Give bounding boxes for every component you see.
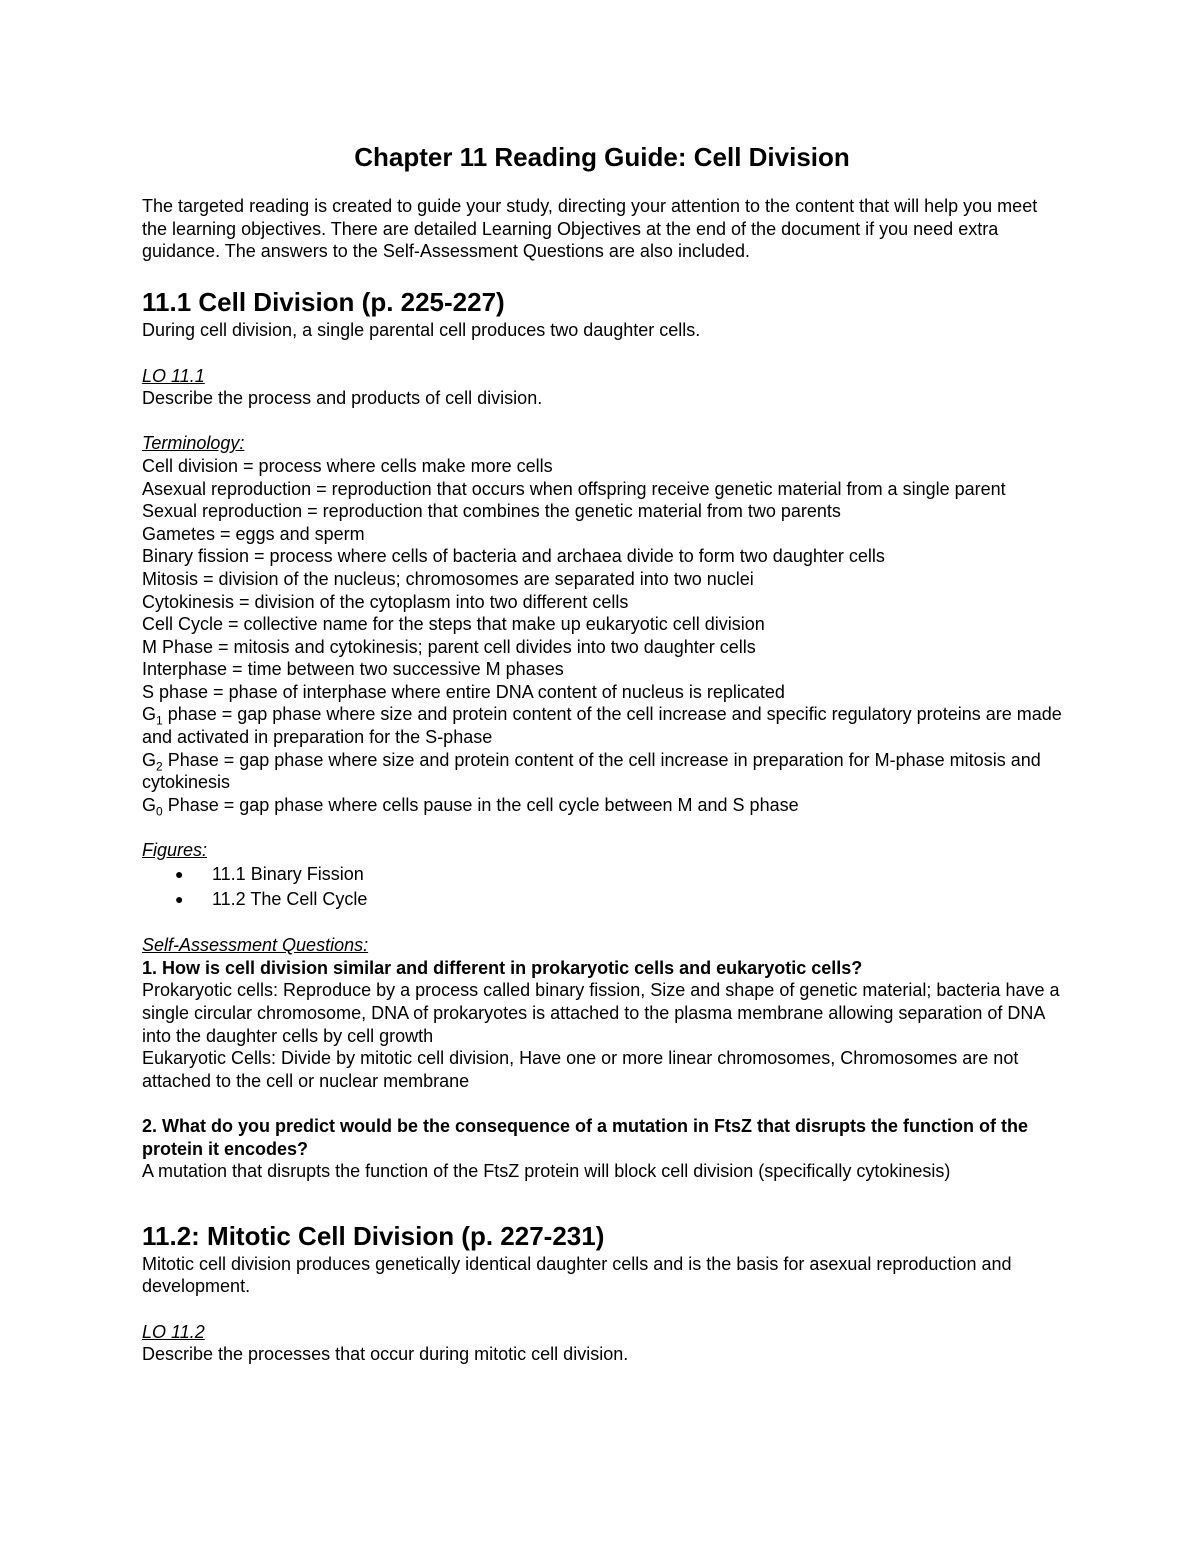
- section-heading-11-1: 11.1 Cell Division (p. 225-227): [142, 287, 505, 318]
- self-assessment-label: Self-Assessment Questions:: [142, 935, 369, 956]
- term-item-g2: [142, 749, 1062, 794]
- lo-text-11-1: Describe the process and products of cell division.: [142, 388, 543, 409]
- g2-subscript: 2: [156, 759, 163, 774]
- term-item: Interphase = time between two successive M phases: [142, 659, 564, 680]
- term-item: Gametes = eggs and sperm: [142, 523, 365, 544]
- lo-label-11-2: LO 11.2: [142, 1321, 205, 1342]
- figure-item: [142, 887, 1062, 912]
- terminology-label: Terminology:: [142, 433, 245, 454]
- term-item: Mitosis = division of the nucleus; chromosomes are separated into two nuclei: [142, 568, 754, 589]
- term-item: Asexual reproduction = reproduction that occurs when offspring receive genetic material from a single parent: [142, 478, 1006, 499]
- terminology-list: [142, 455, 1062, 817]
- figure-item-label: 11.2 The Cell Cycle: [212, 888, 368, 909]
- spacer: [142, 912, 1062, 935]
- answer-1-prokaryotic: Prokaryotic cells: Reproduce by a process called binary fission, Size and shape of genetic material; bacteria have a single circular chromosome, DNA of prokaryotes is attached to the plasma membrane allowing separation of DNA into the daughter cells by cell growth: [142, 980, 1060, 1046]
- g1-letter: G: [142, 704, 157, 725]
- term-item: Binary fission = process where cells of bacteria and archaea divide to form two daughter cells: [142, 546, 885, 567]
- term-item-g1: [142, 703, 1062, 748]
- section-heading-11-2: 11.2: Mitotic Cell Division (p. 227-231): [142, 1220, 605, 1251]
- term-item: Sexual reproduction = reproduction that combines the genetic material from two parents: [142, 501, 841, 522]
- figures-list: [142, 862, 1062, 912]
- figures-label: Figures:: [142, 840, 208, 861]
- spacer: [142, 1183, 1062, 1219]
- answer-2: A mutation that disrupts the function of the FtsZ protein will block cell division (specifically cytokinesis): [142, 1161, 951, 1182]
- bullet-icon: ●: [175, 890, 184, 907]
- bullet-icon: ●: [175, 865, 184, 882]
- question-2: 2. What do you predict would be the consequence of a mutation in FtsZ that disrupts the function of the protein it encodes?: [142, 1115, 1029, 1159]
- spacer: [142, 816, 1062, 839]
- g0-letter: G: [142, 794, 157, 815]
- term-item: Cell division = process where cells make more cells: [142, 455, 553, 476]
- term-item: Cytokinesis = division of the cytoplasm into two different cells: [142, 591, 629, 612]
- g0-subscript: 0: [156, 804, 163, 819]
- term-item: M Phase = mitosis and cytokinesis; parent cell divides into two daughter cells: [142, 636, 756, 657]
- g2-definition: Phase = gap phase where size and protein content of the cell increase in preparation for M-phase mitosis and cytokinesis: [142, 749, 1041, 793]
- lo-label-11-1: LO 11.1: [142, 365, 205, 386]
- lo-text-11-2: Describe the processes that occur during mitotic cell division.: [142, 1344, 629, 1365]
- term-item: S phase = phase of interphase where entire DNA content of nucleus is replicated: [142, 681, 785, 702]
- figure-item: [142, 862, 1062, 887]
- figure-item-label: 11.1 Binary Fission: [212, 863, 364, 884]
- term-item: Cell Cycle = collective name for the steps that make up eukaryotic cell division: [142, 614, 765, 635]
- intro-paragraph: The targeted reading is created to guide your study, directing your attention to the content that will help you meet the learning objectives. There are detailed Learning Objectives at the end of the document if you need extra guidance. The answers to the Self-Assessment Questions are also included.: [142, 196, 1038, 262]
- section-summary-11-2: Mitotic cell division produces genetically identical daughter cells and is the basis for asexual reproduction and development.: [142, 1253, 1012, 1297]
- question-1: 1. How is cell division similar and different in prokaryotic cells and eukaryotic cells?: [142, 957, 863, 978]
- answer-1-eukaryotic: Eukaryotic Cells: Divide by mitotic cell division, Have one or more linear chromosomes, Chromosomes are not attached to the cell or nuclear membrane: [142, 1048, 1019, 1091]
- document-page: [142, 140, 1062, 1366]
- g1-definition: phase = gap phase where size and protein content of the cell increase and specific regulatory proteins are made and activated in preparation for the S-phase: [142, 704, 1062, 748]
- term-item-g0: [142, 794, 1062, 817]
- document-title: Chapter 11 Reading Guide: Cell Division: [354, 142, 850, 172]
- section-summary-11-1: During cell division, a single parental cell produces two daughter cells.: [142, 320, 701, 341]
- g0-definition: Phase = gap phase where cells pause in the cell cycle between M and S phase: [162, 794, 799, 815]
- g1-subscript: 1: [156, 714, 163, 729]
- g2-letter: G: [142, 749, 157, 770]
